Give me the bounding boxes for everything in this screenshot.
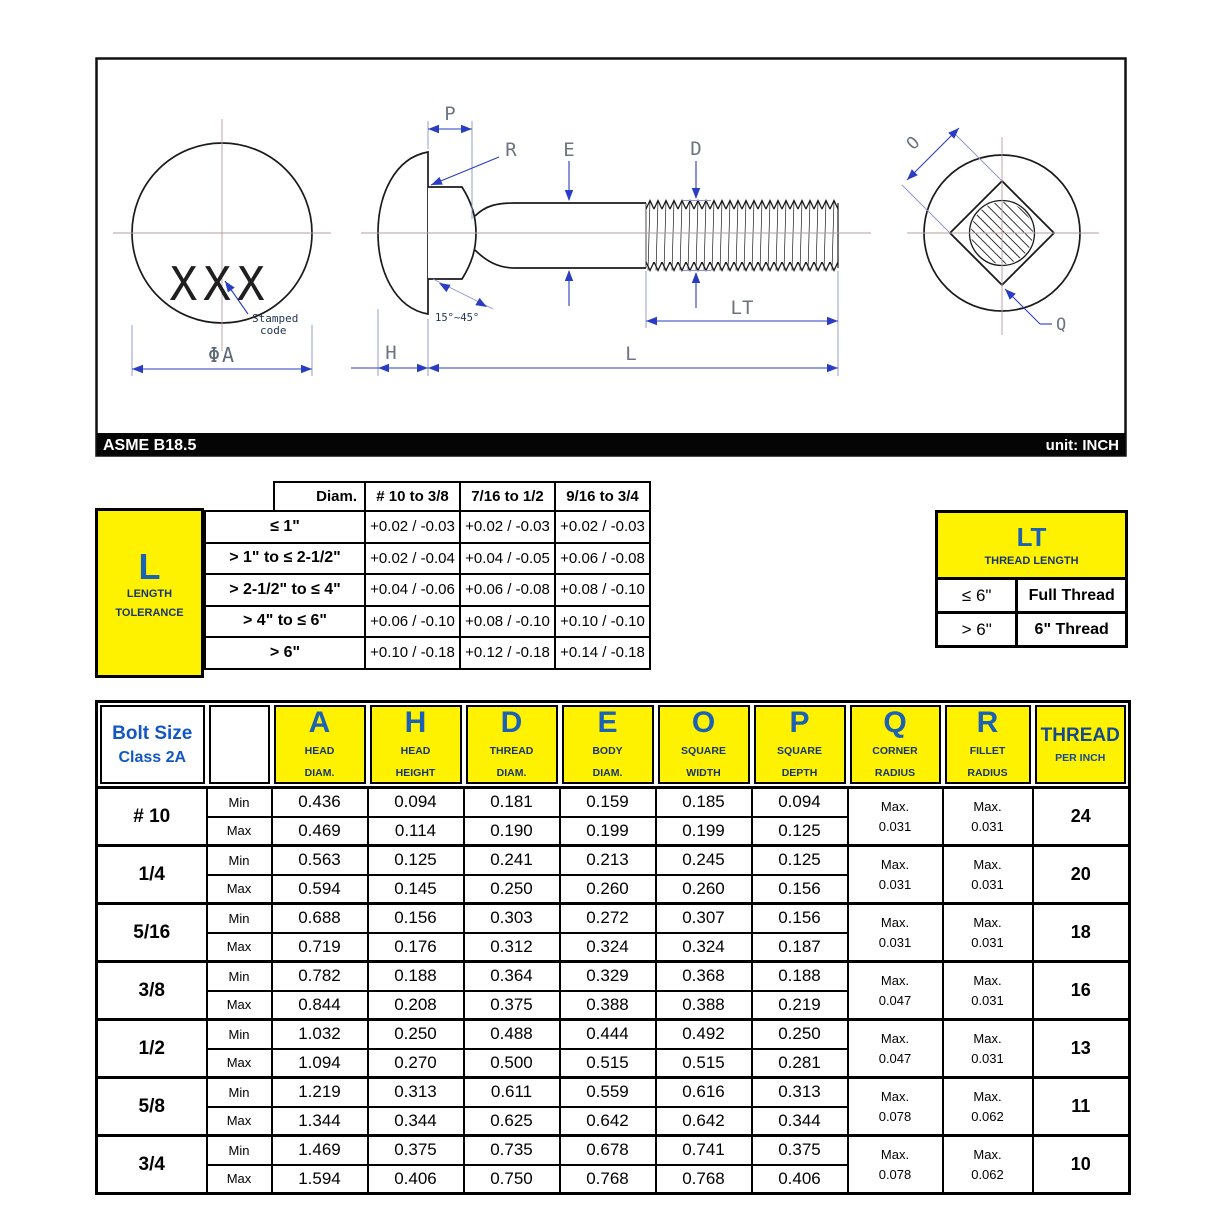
max-label-cell: Max bbox=[207, 1107, 272, 1136]
max-abbrev: Max. bbox=[973, 973, 1002, 988]
length-tolerance-row bbox=[204, 573, 651, 607]
min-value-cell: 0.488 bbox=[464, 1020, 560, 1049]
radius-max-value: 0.031 bbox=[878, 818, 912, 834]
bolt-size-cell: 1/4 bbox=[97, 846, 207, 904]
dim-label-e: E bbox=[563, 139, 575, 161]
min-value-cell: 0.329 bbox=[560, 962, 656, 991]
bolt-size-title: Bolt Size bbox=[112, 722, 193, 744]
column-subname-1: FILLET bbox=[969, 745, 1006, 758]
max-label-cell: Max bbox=[207, 991, 272, 1020]
corner-radius-cell bbox=[848, 1136, 943, 1194]
stamped-note-line1: Stamped bbox=[252, 312, 299, 325]
tolerance-value-cell: +0.10 / -0.10 bbox=[554, 605, 651, 639]
min-label-cell: Min bbox=[207, 1136, 272, 1165]
tolerance-value-cell: +0.06 / -0.10 bbox=[364, 605, 461, 639]
threads-per-inch-cell: 24 bbox=[1033, 788, 1130, 846]
max-value-cell: 0.375 bbox=[464, 991, 560, 1020]
max-value-cell: 0.515 bbox=[656, 1049, 752, 1078]
max-value-cell: 0.187 bbox=[752, 933, 848, 962]
length-range-cell: > 1" to ≤ 2-1/2" bbox=[204, 542, 366, 576]
thread-length-subtitle: THREAD LENGTH bbox=[984, 554, 1079, 567]
carriage-bolt-drawing-svg bbox=[95, 57, 1127, 457]
max-value-cell: 0.344 bbox=[368, 1107, 464, 1136]
threads-per-inch-cell: 11 bbox=[1033, 1078, 1130, 1136]
radius-max-value: 0.031 bbox=[878, 934, 912, 950]
column-letter: H bbox=[404, 706, 427, 740]
min-value-cell: 0.688 bbox=[272, 904, 368, 933]
thread-length-range: ≤ 6" bbox=[937, 579, 1017, 613]
min-value-cell: 0.245 bbox=[656, 846, 752, 875]
length-tolerance-sub1: LENGTH bbox=[126, 588, 173, 600]
min-value-cell: 0.559 bbox=[560, 1078, 656, 1107]
tolerance-value-cell: +0.04 / -0.06 bbox=[364, 573, 461, 607]
max-value-cell: 0.270 bbox=[368, 1049, 464, 1078]
thread-length-title: LT bbox=[1016, 522, 1047, 553]
min-value-cell: 0.250 bbox=[368, 1020, 464, 1049]
tolerance-value-cell: +0.10 / -0.18 bbox=[364, 636, 461, 670]
min-value-cell: 0.213 bbox=[560, 846, 656, 875]
min-label-cell: Min bbox=[207, 846, 272, 875]
min-value-cell: 0.611 bbox=[464, 1078, 560, 1107]
dim-label-q: Q bbox=[1056, 315, 1067, 335]
dimension-row-min bbox=[97, 1020, 1130, 1049]
min-value-cell: 0.272 bbox=[560, 904, 656, 933]
min-value-cell: 0.678 bbox=[560, 1136, 656, 1165]
bolt-size-header-box bbox=[100, 705, 205, 784]
dimensions-table bbox=[95, 700, 1131, 1195]
max-value-cell: 0.768 bbox=[560, 1165, 656, 1194]
min-label-cell: Min bbox=[207, 788, 272, 817]
bolt-size-header bbox=[97, 702, 207, 788]
max-value-cell: 0.344 bbox=[752, 1107, 848, 1136]
dim-column-header-box bbox=[754, 705, 846, 784]
dimension-row-min bbox=[97, 788, 1130, 817]
column-letter: O bbox=[691, 706, 716, 740]
column-letter: A bbox=[308, 706, 331, 740]
threads-per-inch-cell: 18 bbox=[1033, 904, 1130, 962]
angle-note: 15°~45° bbox=[435, 312, 480, 324]
min-value-cell: 0.125 bbox=[368, 846, 464, 875]
min-value-cell: 0.307 bbox=[656, 904, 752, 933]
min-value-cell: 0.250 bbox=[752, 1020, 848, 1049]
min-value-cell: 1.469 bbox=[272, 1136, 368, 1165]
column-header-p bbox=[752, 702, 848, 788]
length-tolerance-header-row bbox=[273, 481, 651, 512]
dim-column-header-box bbox=[658, 705, 750, 784]
length-tolerance-row bbox=[204, 605, 651, 639]
min-value-cell: 0.156 bbox=[752, 904, 848, 933]
thread-length-row bbox=[937, 613, 1127, 647]
max-label-cell: Max bbox=[207, 817, 272, 846]
thread-length-range: > 6" bbox=[937, 613, 1017, 647]
max-value-cell: 0.114 bbox=[368, 817, 464, 846]
fillet-radius-cell bbox=[943, 962, 1033, 1020]
tolerance-value-cell: +0.02 / -0.03 bbox=[554, 510, 651, 544]
length-tolerance-row bbox=[204, 510, 651, 544]
max-abbrev: Max. bbox=[973, 857, 1002, 872]
length-range-cell: > 2-1/2" to ≤ 4" bbox=[204, 573, 366, 607]
radius-max-value: 0.062 bbox=[971, 1108, 1004, 1124]
dim-column-header-box bbox=[370, 705, 462, 784]
dim-column-header-box bbox=[945, 705, 1031, 784]
max-abbrev: Max. bbox=[880, 1031, 910, 1046]
max-abbrev: Max. bbox=[880, 915, 910, 930]
bolt-size-cell: 5/8 bbox=[97, 1078, 207, 1136]
max-value-cell: 0.388 bbox=[560, 991, 656, 1020]
min-value-cell: 0.188 bbox=[752, 962, 848, 991]
thread-length-row bbox=[937, 579, 1127, 613]
max-abbrev: Max. bbox=[880, 973, 910, 988]
min-value-cell: 0.368 bbox=[656, 962, 752, 991]
tolerance-value-cell: +0.06 / -0.08 bbox=[459, 573, 556, 607]
column-subname-1: BODY bbox=[592, 745, 623, 758]
diam-col-1: # 10 to 3/8 bbox=[364, 481, 461, 512]
min-value-cell: 0.364 bbox=[464, 962, 560, 991]
max-abbrev: Max. bbox=[880, 799, 910, 814]
column-subname-2: RADIUS bbox=[967, 766, 1008, 779]
max-abbrev: Max. bbox=[973, 1089, 1002, 1104]
max-value-cell: 0.388 bbox=[656, 991, 752, 1020]
thread-header-line2: PER INCH bbox=[1055, 752, 1106, 764]
column-subname-2: RADIUS bbox=[874, 766, 916, 779]
radius-max-value: 0.047 bbox=[878, 1050, 912, 1066]
min-value-cell: 0.156 bbox=[368, 904, 464, 933]
column-subname-2: HEIGHT bbox=[395, 766, 436, 779]
column-subname-1: CORNER bbox=[872, 745, 918, 758]
min-value-cell: 0.125 bbox=[752, 846, 848, 875]
dim-column-header-box bbox=[274, 705, 366, 784]
max-value-cell: 0.145 bbox=[368, 875, 464, 904]
radius-max-value: 0.031 bbox=[971, 1050, 1004, 1066]
min-label-cell: Min bbox=[207, 1020, 272, 1049]
min-value-cell: 0.188 bbox=[368, 962, 464, 991]
fillet-radius-cell bbox=[943, 788, 1033, 846]
tolerance-value-cell: +0.14 / -0.18 bbox=[554, 636, 651, 670]
max-label-cell: Max bbox=[207, 1165, 272, 1194]
min-value-cell: 0.094 bbox=[752, 788, 848, 817]
dim-column-header-box bbox=[466, 705, 558, 784]
tolerance-value-cell: +0.02 / -0.03 bbox=[364, 510, 461, 544]
threads-per-inch-cell: 13 bbox=[1033, 1020, 1130, 1078]
min-label-cell: Min bbox=[207, 962, 272, 991]
length-range-cell: ≤ 1" bbox=[204, 510, 366, 544]
dimension-row-min bbox=[97, 962, 1130, 991]
tolerance-value-cell: +0.06 / -0.08 bbox=[554, 542, 651, 576]
max-value-cell: 0.156 bbox=[752, 875, 848, 904]
dim-column-header-box bbox=[562, 705, 654, 784]
max-value-cell: 0.500 bbox=[464, 1049, 560, 1078]
max-abbrev: Max. bbox=[880, 1147, 910, 1162]
dim-label-r: R bbox=[505, 139, 517, 161]
fillet-radius-cell bbox=[943, 904, 1033, 962]
column-header-r bbox=[943, 702, 1033, 788]
diam-col-3: 9/16 to 3/4 bbox=[554, 481, 651, 512]
max-abbrev: Max. bbox=[973, 1031, 1002, 1046]
max-value-cell: 0.281 bbox=[752, 1049, 848, 1078]
column-subname-1: HEAD bbox=[304, 745, 335, 758]
max-value-cell: 0.750 bbox=[464, 1165, 560, 1194]
max-value-cell: 0.260 bbox=[656, 875, 752, 904]
min-value-cell: 0.741 bbox=[656, 1136, 752, 1165]
bolt-size-cell: 5/16 bbox=[97, 904, 207, 962]
dimensions-header-row bbox=[97, 702, 1130, 788]
column-subname-2: DEPTH bbox=[781, 766, 818, 779]
bolt-size-cell: 3/4 bbox=[97, 1136, 207, 1194]
min-label-cell: Min bbox=[207, 904, 272, 933]
max-value-cell: 0.176 bbox=[368, 933, 464, 962]
corner-radius-cell bbox=[848, 1020, 943, 1078]
radius-max-value: 0.047 bbox=[878, 992, 912, 1008]
fillet-radius-cell bbox=[943, 1020, 1033, 1078]
dim-label-d: D bbox=[690, 138, 702, 160]
max-label-cell: Max bbox=[207, 933, 272, 962]
thread-length-table bbox=[935, 510, 1128, 648]
stamped-code-xxx: XXX bbox=[169, 257, 271, 311]
dimension-row-min bbox=[97, 1078, 1130, 1107]
max-value-cell: 0.190 bbox=[464, 817, 560, 846]
max-value-cell: 1.594 bbox=[272, 1165, 368, 1194]
fillet-radius-cell bbox=[943, 846, 1033, 904]
dimension-row-min bbox=[97, 1136, 1130, 1165]
length-tolerance-table bbox=[95, 481, 660, 679]
column-letter: P bbox=[789, 706, 810, 740]
min-value-cell: 0.436 bbox=[272, 788, 368, 817]
max-value-cell: 0.469 bbox=[272, 817, 368, 846]
empty-header-box bbox=[209, 705, 270, 784]
length-tolerance-title: L bbox=[138, 546, 161, 587]
thread-length-value: Full Thread bbox=[1017, 579, 1127, 613]
max-value-cell: 1.094 bbox=[272, 1049, 368, 1078]
max-label-cell: Max bbox=[207, 1049, 272, 1078]
empty-header bbox=[207, 702, 272, 788]
fillet-radius-cell bbox=[943, 1078, 1033, 1136]
tolerance-value-cell: +0.04 / -0.05 bbox=[459, 542, 556, 576]
radius-max-value: 0.062 bbox=[971, 1166, 1004, 1182]
dim-label-p: P bbox=[444, 103, 456, 125]
max-value-cell: 1.344 bbox=[272, 1107, 368, 1136]
column-header-q bbox=[848, 702, 943, 788]
max-value-cell: 0.324 bbox=[656, 933, 752, 962]
drawing-title-bar bbox=[97, 433, 1125, 456]
dim-column-header-box bbox=[850, 705, 941, 784]
bolt-size-cell: # 10 bbox=[97, 788, 207, 846]
max-value-cell: 0.642 bbox=[560, 1107, 656, 1136]
min-label-cell: Min bbox=[207, 1078, 272, 1107]
max-label-cell: Max bbox=[207, 875, 272, 904]
max-value-cell: 0.199 bbox=[656, 817, 752, 846]
max-value-cell: 0.219 bbox=[752, 991, 848, 1020]
corner-radius-cell bbox=[848, 846, 943, 904]
max-value-cell: 0.312 bbox=[464, 933, 560, 962]
radius-max-value: 0.031 bbox=[878, 876, 912, 892]
diam-header-cell: Diam. bbox=[273, 481, 366, 512]
diam-col-2: 7/16 to 1/2 bbox=[459, 481, 556, 512]
column-subname-1: SQUARE bbox=[681, 745, 726, 758]
min-value-cell: 1.219 bbox=[272, 1078, 368, 1107]
max-abbrev: Max. bbox=[973, 915, 1002, 930]
corner-radius-cell bbox=[848, 904, 943, 962]
length-tolerance-row bbox=[204, 636, 651, 670]
corner-radius-cell bbox=[848, 962, 943, 1020]
radius-max-value: 0.031 bbox=[971, 876, 1004, 892]
column-header-o bbox=[656, 702, 752, 788]
standard-label: ASME B18.5 bbox=[103, 437, 197, 454]
radius-max-value: 0.031 bbox=[971, 818, 1004, 834]
min-value-cell: 0.616 bbox=[656, 1078, 752, 1107]
bolt-size-cell: 1/2 bbox=[97, 1020, 207, 1078]
min-value-cell: 0.303 bbox=[464, 904, 560, 933]
length-range-cell: > 6" bbox=[204, 636, 366, 670]
max-value-cell: 0.515 bbox=[560, 1049, 656, 1078]
max-value-cell: 0.208 bbox=[368, 991, 464, 1020]
max-value-cell: 0.199 bbox=[560, 817, 656, 846]
min-value-cell: 0.375 bbox=[752, 1136, 848, 1165]
min-value-cell: 1.032 bbox=[272, 1020, 368, 1049]
max-value-cell: 0.250 bbox=[464, 875, 560, 904]
length-tolerance-sub2: TOLERANCE bbox=[115, 606, 184, 619]
column-subname-1: SQUARE bbox=[777, 745, 822, 758]
fillet-radius-cell bbox=[943, 1136, 1033, 1194]
length-tolerance-row bbox=[204, 542, 651, 576]
min-value-cell: 0.241 bbox=[464, 846, 560, 875]
column-subname-2: DIAM. bbox=[496, 766, 527, 779]
max-abbrev: Max. bbox=[880, 1089, 910, 1104]
max-value-cell: 0.406 bbox=[752, 1165, 848, 1194]
dim-label-lt: LT bbox=[730, 297, 754, 319]
threads-per-inch-cell: 20 bbox=[1033, 846, 1130, 904]
column-subname-1: THREAD bbox=[489, 745, 534, 758]
max-value-cell: 0.594 bbox=[272, 875, 368, 904]
min-value-cell: 0.159 bbox=[560, 788, 656, 817]
dim-label-o: O bbox=[902, 132, 925, 155]
radius-max-value: 0.078 bbox=[878, 1108, 912, 1124]
max-value-cell: 0.719 bbox=[272, 933, 368, 962]
stamped-note-line2: code bbox=[260, 324, 287, 337]
thread-header-line1: THREAD bbox=[1040, 725, 1120, 746]
max-abbrev: Max. bbox=[973, 1147, 1002, 1162]
min-value-cell: 0.313 bbox=[368, 1078, 464, 1107]
corner-radius-cell bbox=[848, 788, 943, 846]
dim-label-h: H bbox=[385, 342, 397, 364]
column-letter: R bbox=[976, 706, 999, 740]
column-subname-2: DIAM. bbox=[304, 766, 335, 779]
column-letter: Q bbox=[883, 706, 907, 740]
min-value-cell: 0.313 bbox=[752, 1078, 848, 1107]
thread-per-inch-header bbox=[1033, 702, 1130, 788]
radius-max-value: 0.078 bbox=[878, 1166, 912, 1182]
min-value-cell: 0.375 bbox=[368, 1136, 464, 1165]
min-value-cell: 0.782 bbox=[272, 962, 368, 991]
min-value-cell: 0.181 bbox=[464, 788, 560, 817]
column-header-h bbox=[368, 702, 464, 788]
dimension-row-min bbox=[97, 846, 1130, 875]
min-value-cell: 0.185 bbox=[656, 788, 752, 817]
column-subname-2: DIAM. bbox=[592, 766, 623, 779]
bolt-size-cell: 3/8 bbox=[97, 962, 207, 1020]
thread-length-header bbox=[937, 512, 1127, 579]
tolerance-value-cell: +0.08 / -0.10 bbox=[554, 573, 651, 607]
column-header-a bbox=[272, 702, 368, 788]
min-value-cell: 0.492 bbox=[656, 1020, 752, 1049]
column-subname-1: HEAD bbox=[400, 745, 431, 758]
length-tolerance-rows bbox=[204, 510, 651, 670]
length-tolerance-title-box bbox=[95, 508, 204, 678]
threads-per-inch-cell: 10 bbox=[1033, 1136, 1130, 1194]
max-value-cell: 0.768 bbox=[656, 1165, 752, 1194]
bolt-size-class: Class 2A bbox=[118, 748, 187, 766]
radius-max-value: 0.031 bbox=[971, 934, 1004, 950]
dimension-row-min bbox=[97, 904, 1130, 933]
unit-label: unit: INCH bbox=[1045, 437, 1119, 454]
max-abbrev: Max. bbox=[973, 799, 1002, 814]
radius-max-value: 0.031 bbox=[971, 992, 1004, 1008]
min-value-cell: 0.735 bbox=[464, 1136, 560, 1165]
tolerance-value-cell: +0.08 / -0.10 bbox=[459, 605, 556, 639]
length-range-cell: > 4" to ≤ 6" bbox=[204, 605, 366, 639]
min-value-cell: 0.563 bbox=[272, 846, 368, 875]
column-header-e bbox=[560, 702, 656, 788]
max-abbrev: Max. bbox=[880, 857, 910, 872]
corner-radius-cell bbox=[848, 1078, 943, 1136]
thread-length-value: 6" Thread bbox=[1017, 613, 1127, 647]
max-value-cell: 0.625 bbox=[464, 1107, 560, 1136]
max-value-cell: 0.260 bbox=[560, 875, 656, 904]
dim-label-phi-a: ΦA bbox=[207, 343, 237, 367]
tolerance-value-cell: +0.02 / -0.04 bbox=[364, 542, 461, 576]
column-letter: D bbox=[500, 706, 523, 740]
column-subname-2: WIDTH bbox=[686, 766, 721, 779]
thread-per-inch-header-box bbox=[1035, 705, 1127, 784]
threads-per-inch-cell: 16 bbox=[1033, 962, 1130, 1020]
max-value-cell: 0.324 bbox=[560, 933, 656, 962]
tolerance-value-cell: +0.02 / -0.03 bbox=[459, 510, 556, 544]
max-value-cell: 0.406 bbox=[368, 1165, 464, 1194]
dim-label-l: L bbox=[625, 343, 637, 365]
max-value-cell: 0.844 bbox=[272, 991, 368, 1020]
tolerance-value-cell: +0.12 / -0.18 bbox=[459, 636, 556, 670]
column-letter: E bbox=[597, 706, 618, 740]
min-value-cell: 0.444 bbox=[560, 1020, 656, 1049]
column-header-d bbox=[464, 702, 560, 788]
bolt-technical-drawing bbox=[95, 57, 1127, 457]
max-value-cell: 0.125 bbox=[752, 817, 848, 846]
min-value-cell: 0.094 bbox=[368, 788, 464, 817]
max-value-cell: 0.642 bbox=[656, 1107, 752, 1136]
